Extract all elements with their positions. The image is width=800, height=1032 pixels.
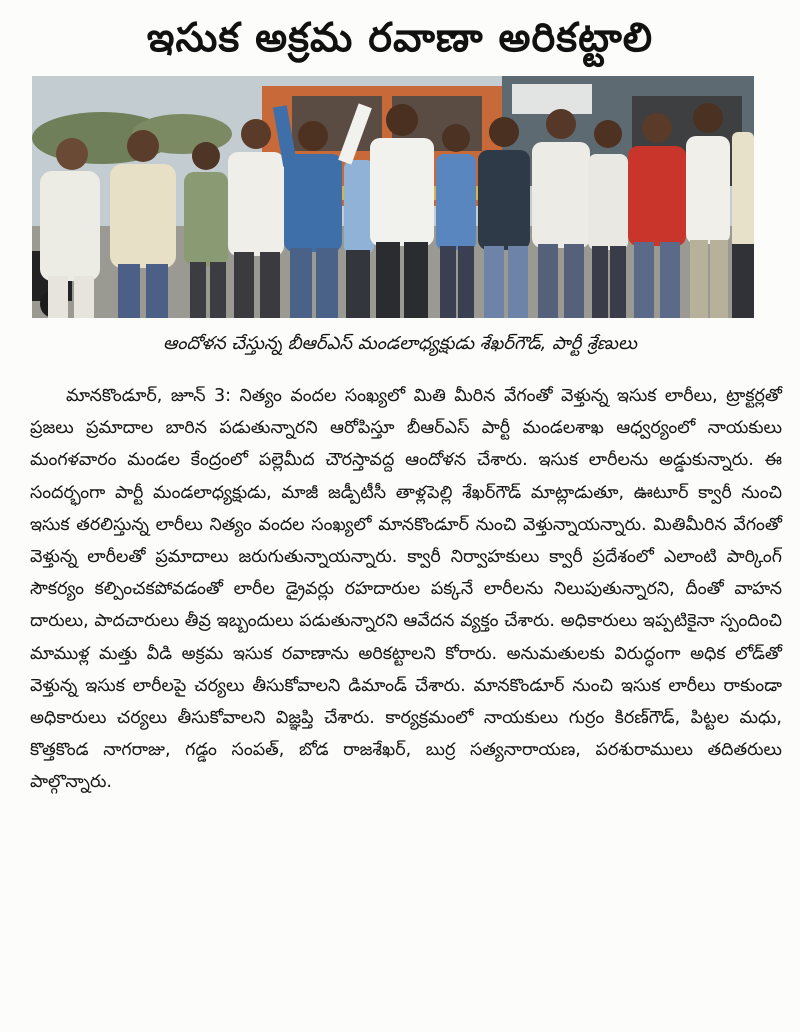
news-photo [32,76,754,318]
photo-caption: ఆందోళన చేస్తున్న బీఆర్ఎస్ మండలాధ్యక్షుడు శేఖర్‌గౌడ్, పార్టీ శ్రేణులు [162,333,637,354]
article-body: మానకొండూర్, జూన్ 3: నిత్యం వందల సంఖ్యలో మితి మీరిన వేగంతో వెళ్తున్న ఇసుక లారీలు, ట్రాక్టర్లతో ప్రజలు ప్రమాదాల బారిన పడుతున్నారని ఆరోపిస్తూ బీఆర్ఎస్ పార్టీ మండలశాఖ ఆధ్వర్యంలో నాయకులు మంగళవారం మండల కేంద్రంలో పల్లెమీద చౌరస్తావద్ద ఆందోళన చేశారు. ఇసుక లారీలను అడ్డుకున్నారు. ఈ సందర్భంగా పార్టీ మండలాధ్యక్షుడు, మాజీ జడ్పీటీసీ తాళ్లపెల్లి శేఖర్‌గౌడ్ మాట్లాడుతూ, ఊటూర్ క్వారీ నుంచి ఇసుక తరలిస్తున్న లారీలు నిత్యం వందల సంఖ్యలో మానకొండూర్ నుంచి వెళ్తున్నాయన్నారు. మితిమీరిన వేగంతో వెళ్తున్న లారీలతో ప్రమాదాలు జరుగుతున్నాయన్నారు. క్వారీ నిర్వాహకులు క్వారీ ప్రదేశంలో ఎలాంటి పార్కింగ్ సౌకర్యం కల్పించకపోవడంతో లారీల డ్రైవర్లు రహదారుల పక్కనే లారీలను నిలుపుతున్నారని, దీంతో వాహన దారులు, పాదచారులు తీవ్ర ఇబ్బందులు పడుతున్నారని ఆవేదన వ్యక్తం చేశారు. అధికారులు ఇప్పటికైనా స్పందించి మాముళ్ల మత్తు వీడి అక్రమ ఇసుక రవాణాను అరికట్టాలని కోరారు. అనుమతులకు విరుద్ధంగా అధిక లోడ్‌తో వెళ్తున్న ఇసుక లారీలపై చర్యలు తీసుకోవాలని డిమాండ్ చేశారు. మానకొండూర్ నుంచి ఇసుక లారీలు రాకుండా అధికారులు చర్యలు తీసుకోవాలని విజ్ఞప్తి చేశారు. కార్యక్రమంలో నాయకులు గుర్రం కిరణ్‌గౌడ్, పిట్టల మధు, కొత్తకొండ నాగరాజు, గడ్డం సంపత్, బోడ రాజశేఖర్, బుర్ర సత్యనారాయణ, పరశురాములు తదితరులు పాల్గొన్నారు. [30,386,782,793]
protest-photo-illustration [32,76,754,318]
headline: ఇసుక అక్రమ రవాణా అరికట్టాలి [146,15,654,61]
